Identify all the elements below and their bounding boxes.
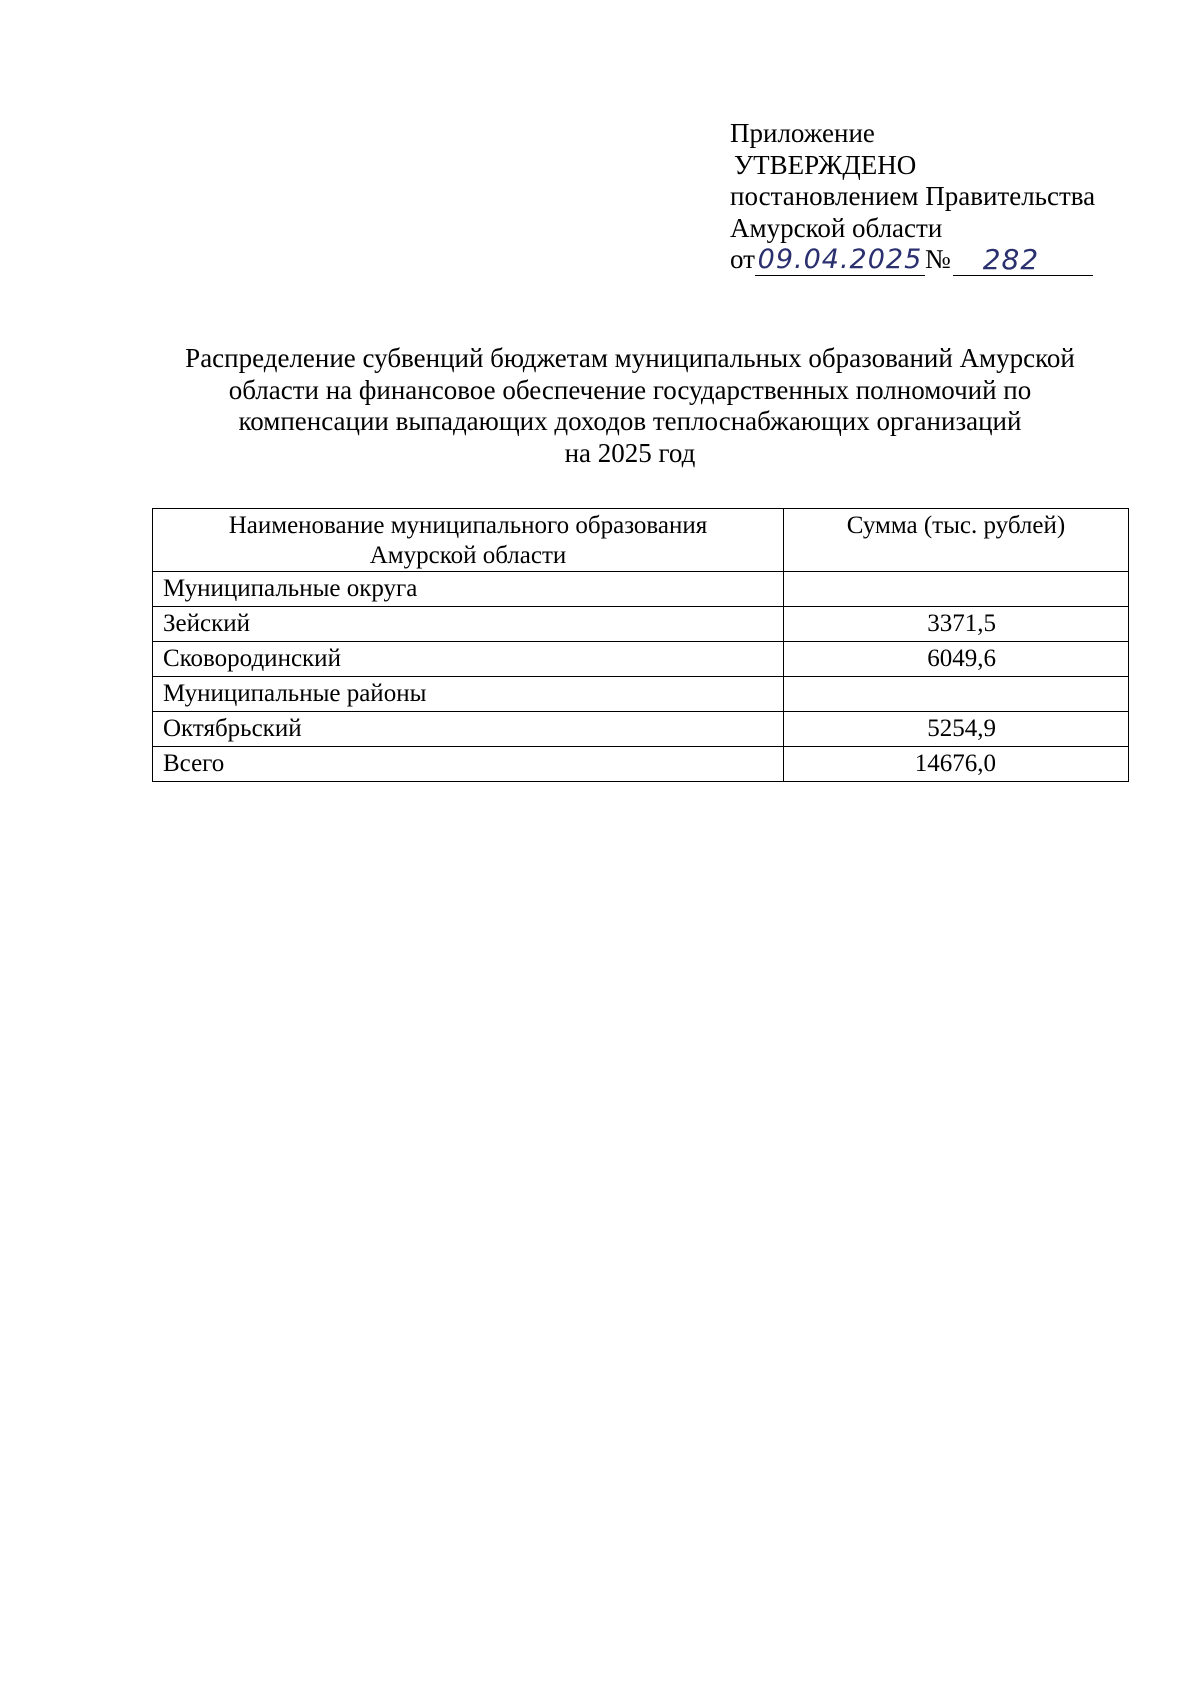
table-row <box>153 607 1129 642</box>
row-name: Зейский <box>153 607 784 642</box>
row-amount: 6049,6 <box>784 642 1129 677</box>
row-amount: 5254,9 <box>784 712 1129 747</box>
handwritten-number: 282 <box>982 243 1040 276</box>
date-number-line <box>730 244 1095 276</box>
header-municipality <box>153 509 784 572</box>
row-name: Октябрьский <box>153 712 784 747</box>
from-label: от <box>730 244 755 274</box>
number-field <box>953 243 1093 276</box>
resolution-label: постановлением Правительства <box>730 181 1096 211</box>
appendix-label: Приложение <box>730 118 875 148</box>
approved-label: УТВЕРЖДЕНО <box>734 149 917 180</box>
subvention-table-wrapper <box>152 508 1129 782</box>
table-row <box>153 642 1129 677</box>
row-name: Сковородинский <box>153 642 784 677</box>
document-title <box>150 343 1110 469</box>
table-row <box>153 677 1129 712</box>
table-header-row <box>153 509 1129 572</box>
table-row <box>153 572 1129 607</box>
header-municipality-line1: Наименование муниципального образования <box>228 512 708 539</box>
region-label: Амурской области <box>730 212 943 243</box>
title-line: Распределение субвенций бюджетам муниципальных образований Амурской <box>185 343 1075 373</box>
header-municipality-line2: Амурской области <box>369 542 567 569</box>
header-amount: Сумма (тыс. рублей) <box>784 509 1129 572</box>
row-amount <box>784 572 1129 607</box>
date-field <box>755 244 925 276</box>
table-row-total <box>153 747 1129 782</box>
total-amount: 14676,0 <box>784 747 1129 782</box>
total-label: Всего <box>153 747 784 782</box>
subvention-table <box>152 508 1129 782</box>
title-line: на 2025 год <box>564 437 696 468</box>
title-line: области на финансовое обеспечение государственных полномочий по <box>228 374 1032 405</box>
row-amount <box>784 677 1129 712</box>
row-name: Муниципальные районы <box>153 677 784 712</box>
number-sign: № <box>924 244 951 274</box>
row-amount: 3371,5 <box>784 607 1129 642</box>
handwritten-date: 09.04.2025 <box>757 244 923 275</box>
approval-block <box>730 118 1095 276</box>
title-line: компенсации выпадающих доходов теплоснабжающих организаций <box>238 406 1022 436</box>
row-name: Муниципальные округа <box>153 572 784 607</box>
table-row <box>153 712 1129 747</box>
